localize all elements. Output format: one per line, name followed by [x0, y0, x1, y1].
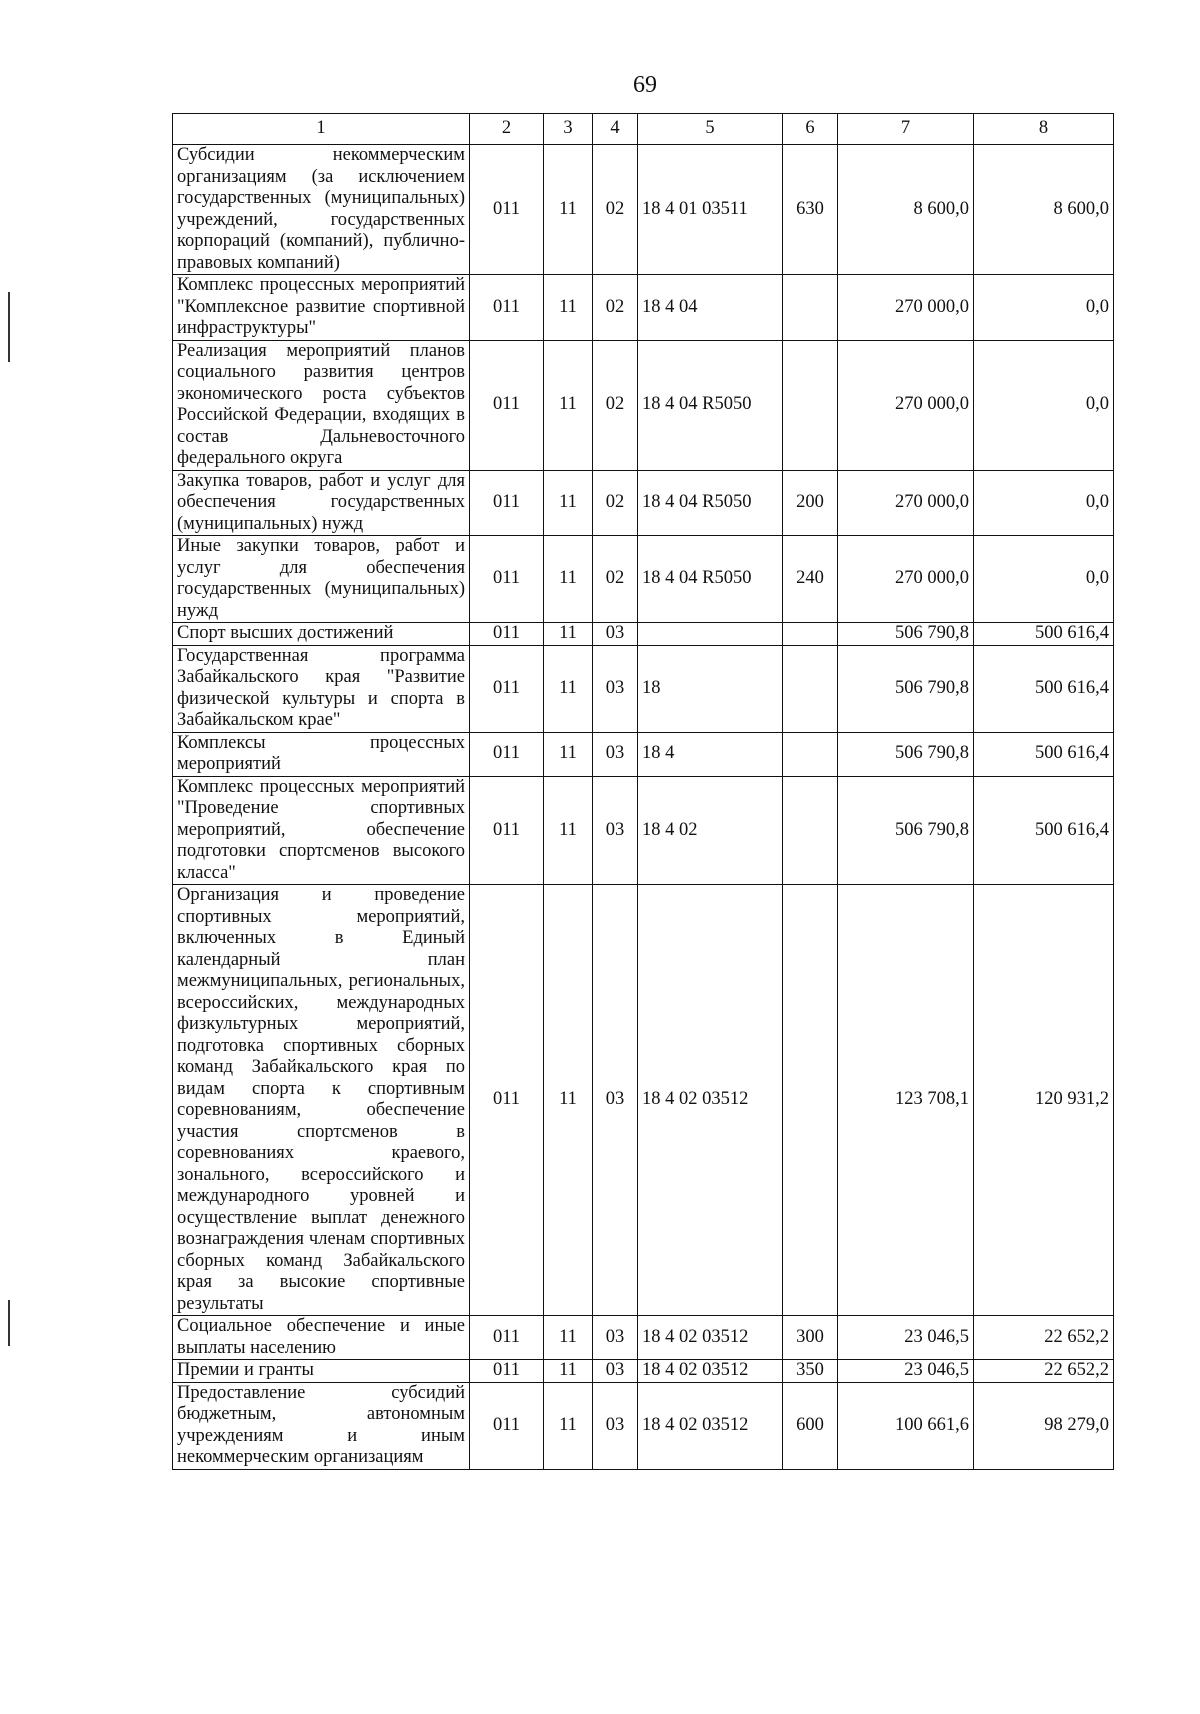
- table-row: [173, 1316, 1114, 1360]
- row-cell-col3: 11: [544, 1360, 593, 1383]
- row-cell-col2: 011: [470, 1382, 544, 1469]
- row-cell-col8: 0,0: [974, 470, 1114, 536]
- table-row: [173, 623, 1114, 646]
- row-cell-col6: 630: [783, 145, 838, 275]
- row-cell-col3: 11: [544, 645, 593, 732]
- row-cell-col6: 300: [783, 1316, 838, 1360]
- row-cell-col4: 03: [593, 1360, 638, 1383]
- row-cell-col5: 18 4 04 R5050: [638, 340, 783, 470]
- table-row: [173, 536, 1114, 623]
- column-header: 3: [544, 114, 593, 145]
- row-cell-col8: 22 652,2: [974, 1360, 1114, 1383]
- row-cell-col5: [638, 623, 783, 646]
- row-cell-col8: 120 931,2: [974, 885, 1114, 1316]
- row-cell-col7: 506 790,8: [838, 623, 974, 646]
- row-cell-col5: 18 4 02 03512: [638, 1382, 783, 1469]
- row-cell-col2: 011: [470, 645, 544, 732]
- row-cell-col2: 011: [470, 470, 544, 536]
- row-cell-col4: 02: [593, 536, 638, 623]
- row-cell-col3: 11: [544, 470, 593, 536]
- row-cell-col7: 506 790,8: [838, 732, 974, 776]
- row-cell-col4: 03: [593, 623, 638, 646]
- row-cell-col8: 500 616,4: [974, 623, 1114, 646]
- row-cell-col2: 011: [470, 776, 544, 885]
- row-name-cell: Социальное обеспечение и иные выплаты населению: [173, 1316, 470, 1360]
- table-row: [173, 470, 1114, 536]
- row-cell-col8: 0,0: [974, 536, 1114, 623]
- row-cell-col8: 500 616,4: [974, 776, 1114, 885]
- row-cell-col2: 011: [470, 145, 544, 275]
- row-cell-col3: 11: [544, 275, 593, 341]
- row-cell-col7: 270 000,0: [838, 275, 974, 341]
- row-cell-col7: 23 046,5: [838, 1360, 974, 1383]
- row-cell-col8: 0,0: [974, 275, 1114, 341]
- row-name-cell: Субсидии некоммерческим организациям (за исключением государственных (муниципальных) учреждений, государственных корпораций (компаний), публично-правовых компаний): [173, 145, 470, 275]
- row-cell-col7: 270 000,0: [838, 536, 974, 623]
- row-cell-col6: [783, 885, 838, 1316]
- row-cell-col8: 0,0: [974, 340, 1114, 470]
- row-cell-col8: 8 600,0: [974, 145, 1114, 275]
- row-cell-col4: 03: [593, 1316, 638, 1360]
- row-cell-col5: 18: [638, 645, 783, 732]
- row-cell-col4: 03: [593, 776, 638, 885]
- row-name-cell: Премии и гранты: [173, 1360, 470, 1383]
- row-cell-col5: 18 4 04: [638, 275, 783, 341]
- row-cell-col7: 270 000,0: [838, 340, 974, 470]
- row-name-cell: Государственная программа Забайкальского края "Развитие физической культуры и спорта в Забайкальском крае": [173, 645, 470, 732]
- column-header: 7: [838, 114, 974, 145]
- row-cell-col5: 18 4 01 03511: [638, 145, 783, 275]
- row-name-cell: Предоставление субсидий бюджетным, автономным учреждениям и иным некоммерческим организациям: [173, 1382, 470, 1469]
- column-header: 6: [783, 114, 838, 145]
- row-cell-col6: [783, 645, 838, 732]
- row-cell-col6: [783, 732, 838, 776]
- row-cell-col6: [783, 623, 838, 646]
- row-name-cell: Комплексы процессных мероприятий: [173, 732, 470, 776]
- row-cell-col7: 23 046,5: [838, 1316, 974, 1360]
- column-header: 4: [593, 114, 638, 145]
- row-cell-col2: 011: [470, 732, 544, 776]
- row-cell-col4: 02: [593, 340, 638, 470]
- column-header: 8: [974, 114, 1114, 145]
- row-cell-col3: 11: [544, 732, 593, 776]
- table-row: [173, 275, 1114, 341]
- row-cell-col3: 11: [544, 536, 593, 623]
- row-cell-col5: 18 4 02 03512: [638, 885, 783, 1316]
- row-cell-col4: 02: [593, 275, 638, 341]
- column-header: 5: [638, 114, 783, 145]
- page-number: 69: [633, 72, 657, 98]
- row-cell-col4: 02: [593, 470, 638, 536]
- row-cell-col5: 18 4 02 03512: [638, 1316, 783, 1360]
- row-cell-col5: 18 4: [638, 732, 783, 776]
- row-cell-col7: 100 661,6: [838, 1382, 974, 1469]
- row-cell-col7: 506 790,8: [838, 645, 974, 732]
- table-row: [173, 1360, 1114, 1383]
- row-cell-col4: 03: [593, 645, 638, 732]
- table-row: [173, 340, 1114, 470]
- row-cell-col4: 02: [593, 145, 638, 275]
- scan-margin-mark: [8, 292, 10, 362]
- row-cell-col8: 500 616,4: [974, 732, 1114, 776]
- row-cell-col6: 240: [783, 536, 838, 623]
- row-cell-col7: 8 600,0: [838, 145, 974, 275]
- table-row: [173, 145, 1114, 275]
- row-cell-col3: 11: [544, 340, 593, 470]
- row-cell-col3: 11: [544, 623, 593, 646]
- row-cell-col2: 011: [470, 1316, 544, 1360]
- table-row: [173, 885, 1114, 1316]
- table-row: [173, 1382, 1114, 1469]
- row-cell-col5: 18 4 04 R5050: [638, 536, 783, 623]
- budget-table: [172, 113, 1114, 1470]
- row-cell-col6: 600: [783, 1382, 838, 1469]
- row-cell-col6: [783, 776, 838, 885]
- row-name-cell: Реализация мероприятий планов социального развития центров экономического роста субъектов Российской Федерации, входящих в состав Дальневосточного федерального округа: [173, 340, 470, 470]
- row-cell-col7: 506 790,8: [838, 776, 974, 885]
- row-cell-col3: 11: [544, 1316, 593, 1360]
- column-header: 1: [173, 114, 470, 145]
- column-header: 2: [470, 114, 544, 145]
- row-cell-col2: 011: [470, 340, 544, 470]
- row-name-cell: Организация и проведение спортивных мероприятий, включенных в Единый календарный план межмуниципальных, региональных, всероссийских, международных физкультурных мероприятий, подготовка спортивных сборных команд Забайкальского края по видам спорта к спортивным соревнованиям, обеспечение участия спортсменов в соревнованиях краевого, зонального, всероссийского и международного уровней и осуществление выплат денежного вознаграждения членам спортивных сборных команд Забайкальского края за высокие спортивные результаты: [173, 885, 470, 1316]
- row-cell-col2: 011: [470, 1360, 544, 1383]
- row-cell-col4: 03: [593, 1382, 638, 1469]
- row-name-cell: Закупка товаров, работ и услуг для обеспечения государственных (муниципальных) нужд: [173, 470, 470, 536]
- row-cell-col3: 11: [544, 885, 593, 1316]
- row-cell-col8: 500 616,4: [974, 645, 1114, 732]
- row-cell-col5: 18 4 02: [638, 776, 783, 885]
- row-cell-col8: 98 279,0: [974, 1382, 1114, 1469]
- row-name-cell: Комплекс процессных мероприятий "Комплексное развитие спортивной инфраструктуры": [173, 275, 470, 341]
- table-row: [173, 732, 1114, 776]
- table-header-row: [173, 114, 1114, 145]
- row-cell-col6: 350: [783, 1360, 838, 1383]
- row-name-cell: Спорт высших достижений: [173, 623, 470, 646]
- row-name-cell: Иные закупки товаров, работ и услуг для обеспечения государственных (муниципальных) нужд: [173, 536, 470, 623]
- row-cell-col2: 011: [470, 536, 544, 623]
- row-name-cell: Комплекс процессных мероприятий "Проведение спортивных мероприятий, обеспечение подготовки спортсменов высокого класса": [173, 776, 470, 885]
- row-cell-col5: 18 4 02 03512: [638, 1360, 783, 1383]
- row-cell-col7: 270 000,0: [838, 470, 974, 536]
- row-cell-col5: 18 4 04 R5050: [638, 470, 783, 536]
- table-row: [173, 645, 1114, 732]
- row-cell-col2: 011: [470, 275, 544, 341]
- row-cell-col4: 03: [593, 885, 638, 1316]
- row-cell-col6: 200: [783, 470, 838, 536]
- row-cell-col3: 11: [544, 776, 593, 885]
- scan-margin-mark: [8, 1300, 10, 1346]
- row-cell-col3: 11: [544, 1382, 593, 1469]
- row-cell-col6: [783, 275, 838, 341]
- table-row: [173, 776, 1114, 885]
- row-cell-col2: 011: [470, 623, 544, 646]
- row-cell-col4: 03: [593, 732, 638, 776]
- row-cell-col8: 22 652,2: [974, 1316, 1114, 1360]
- row-cell-col2: 011: [470, 885, 544, 1316]
- row-cell-col6: [783, 340, 838, 470]
- row-cell-col7: 123 708,1: [838, 885, 974, 1316]
- row-cell-col3: 11: [544, 145, 593, 275]
